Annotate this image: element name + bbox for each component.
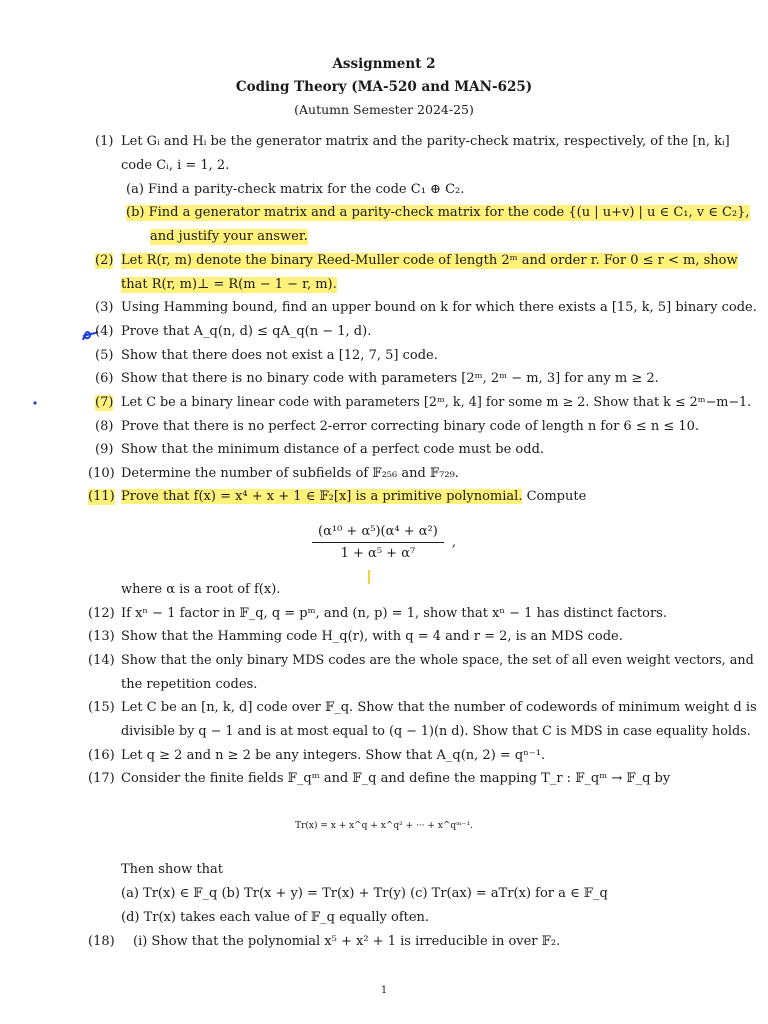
item-2-text: Let R(r, m) denote the binary Reed-Muller code of length 2ᵐ and order r. For 0 ≤ r < m, show bbox=[121, 253, 738, 268]
item-9-text: Show that the minimum distance of a perfect code must be odd. bbox=[121, 442, 545, 457]
item-11-text: Prove that f(x) = x⁴ + x + 1 ∈ 𝔽₂[x] is a primitive polynomial. bbox=[121, 489, 523, 504]
item-17-then: Then show that bbox=[121, 862, 223, 877]
item-number-14: (14) bbox=[88, 653, 115, 668]
item-number-1: (1) bbox=[95, 134, 114, 149]
item-3-text: Using Hamming bound, find an upper bound on k for which there exists a [15, k, 5] binary code. bbox=[121, 300, 757, 315]
item-16-text: Let q ≥ 2 and n ≥ 2 be any integers. Show that A_q(n, 2) = qⁿ⁻¹. bbox=[121, 748, 546, 763]
page-number: 1 bbox=[380, 985, 388, 996]
item-number-4: (4) bbox=[95, 324, 114, 339]
item-6-text: Show that there is no binary code with parameters [2ᵐ, 2ᵐ − m, 3] for any m ≥ 2. bbox=[121, 371, 659, 386]
item-number-2: (2) bbox=[95, 253, 114, 268]
item-number-17: (17) bbox=[88, 771, 115, 786]
item-11-tail: Compute bbox=[522, 489, 587, 504]
item-12-text: If xⁿ − 1 factor in 𝔽_q, q = pᵐ, and (n, p) = 1, show that xⁿ − 1 has distinct factors. bbox=[121, 606, 667, 621]
item-14-text: Show that the only binary MDS codes are the whole space, the set of all even weight vectors, and bbox=[121, 653, 754, 668]
item-5-text: Show that there does not exist a [12, 7, 5] code. bbox=[121, 348, 438, 363]
item-7-text: Let C be a binary linear code with parameters [2ᵐ, k, 4] for some m ≥ 2. Show that k ≤ 2ᵐ−m−1. bbox=[121, 395, 752, 410]
item-17-parts-abc: (a) Tr(x) ∈ 𝔽_q (b) Tr(x + y) = Tr(x) + Tr(y) (c) Tr(ax) = aTr(x) for a ∈ 𝔽_q bbox=[121, 886, 608, 901]
item-11-line bbox=[121, 489, 586, 505]
item-11-text-cont: where α is a root of f(x). bbox=[121, 582, 281, 597]
item-number-18: (18) bbox=[88, 934, 115, 949]
item-10-text: Determine the number of subfields of 𝔽₂₅₆ and 𝔽₇₂₉. bbox=[121, 466, 459, 481]
fraction-box bbox=[312, 524, 444, 561]
item-number-10: (10) bbox=[88, 466, 115, 481]
item-number-8: (8) bbox=[95, 419, 114, 434]
item-8-text: Prove that there is no perfect 2-error correcting binary code of length n for 6 ≤ n ≤ 10. bbox=[121, 419, 700, 434]
item-number-9: (9) bbox=[95, 442, 114, 457]
fraction-denominator: 1 + α⁵ + α⁷ bbox=[340, 546, 416, 561]
assignment-title: Assignment 2 bbox=[332, 56, 436, 72]
trace-formula: Tr(x) = x + x^q + x^q² + ··· + x^qᵐ⁻¹. bbox=[295, 821, 473, 831]
item-1-text-cont: code Cᵢ, i = 1, 2. bbox=[121, 158, 230, 173]
item-number-12: (12) bbox=[88, 606, 115, 621]
formula-fraction bbox=[0, 524, 768, 561]
fraction-numerator: (α¹⁰ + α⁵)(α⁴ + α²) bbox=[312, 524, 444, 543]
item-1b-text-cont: and justify your answer. bbox=[150, 229, 308, 244]
fraction-tail: , bbox=[451, 535, 456, 550]
item-17-part-d: (d) Tr(x) takes each value of 𝔽_q equally often. bbox=[121, 910, 430, 925]
semester-label: (Autumn Semester 2024-25) bbox=[294, 102, 474, 117]
item-2-text-cont: that R(r, m)⊥ = R(m − 1 − r, m). bbox=[121, 277, 337, 292]
item-number-13: (13) bbox=[88, 629, 115, 644]
item-1b-text: (b) Find a generator matrix and a parity-check matrix for the code {(u | u+v) | u ∈ C₁, v ∈ C₂}, bbox=[126, 205, 750, 220]
item-1-text: Let Gᵢ and Hᵢ be the generator matrix and the parity-check matrix, respectively, of the [n, kᵢ] bbox=[121, 134, 730, 149]
item-number-16: (16) bbox=[88, 748, 115, 763]
item-18-text: (i) Show that the polynomial x⁵ + x² + 1 is irreducible in over 𝔽₂. bbox=[133, 934, 561, 949]
item-4-text: Prove that A_q(n, d) ≤ qA_q(n − 1, d). bbox=[121, 324, 372, 339]
item-13-text: Show that the Hamming code H_q(r), with q = 4 and r = 2, is an MDS code. bbox=[121, 629, 623, 644]
item-number-6: (6) bbox=[95, 371, 114, 386]
pen-dot-icon bbox=[32, 400, 38, 406]
item-number-7: (7) bbox=[95, 395, 114, 410]
item-17-text: Consider the finite fields 𝔽_qᵐ and 𝔽_q and define the mapping T_r : 𝔽_qᵐ → 𝔽_q by bbox=[121, 771, 671, 786]
item-15-text: Let C be an [n, k, d] code over 𝔽_q. Show that the number of codewords of minimum weight d is bbox=[121, 700, 757, 715]
item-number-11: (11) bbox=[88, 489, 115, 504]
item-number-3: (3) bbox=[95, 300, 114, 315]
item-1a-text: (a) Find a parity-check matrix for the code C₁ ⊕ C₂. bbox=[126, 182, 465, 197]
text-cursor bbox=[368, 570, 370, 584]
item-number-5: (5) bbox=[95, 348, 114, 363]
course-title: Coding Theory (MA-520 and MAN-625) bbox=[235, 79, 533, 95]
item-number-15: (15) bbox=[88, 700, 115, 715]
item-15-text-cont: divisible by q − 1 and is at most equal to (q − 1)(n d). Show that C is MDS in case equality holds. bbox=[121, 724, 751, 739]
item-14-text-cont: the repetition codes. bbox=[121, 677, 258, 692]
